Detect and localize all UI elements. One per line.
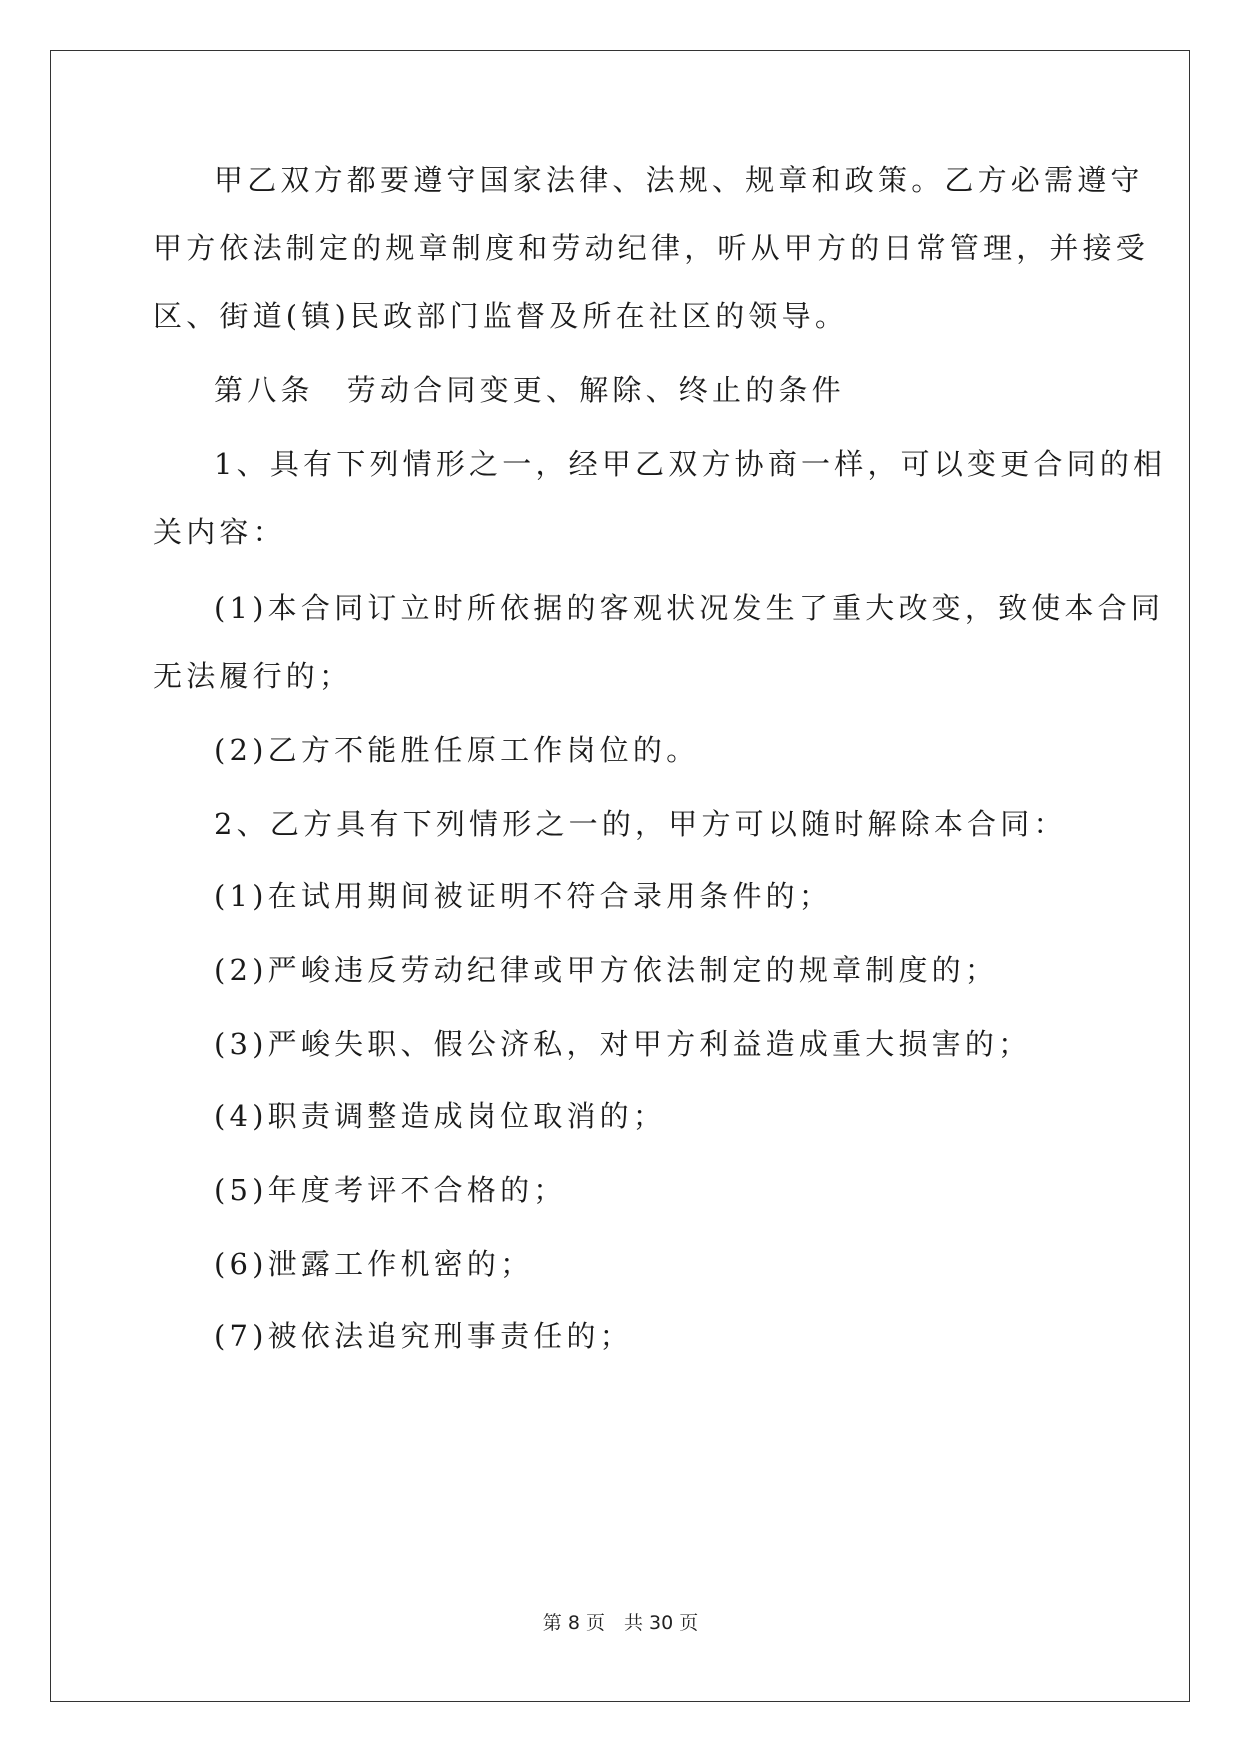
list-item: (2)严峻违反劳动纪律或甲方依法制定的规章制度的； bbox=[214, 953, 999, 987]
list-item: (1)本合同订立时所依据的客观状况发生了重大改变，致使本合同 bbox=[214, 591, 1165, 625]
list-item: (6)泄露工作机密的； bbox=[214, 1247, 534, 1281]
list-item: (4)职责调整造成岗位取消的； bbox=[214, 1099, 667, 1133]
list-item: (2)乙方不能胜任原工作岗位的。 bbox=[214, 733, 700, 767]
list-item: (1)在试用期间被证明不符合录用条件的； bbox=[214, 879, 833, 913]
paragraph-line: 2、乙方具有下列情形之一的，甲方可以随时解除本合同： bbox=[214, 807, 1067, 841]
paragraph-line: 甲方依法制定的规章制度和劳动纪律，听从甲方的日常管理，并接受 bbox=[153, 231, 1150, 265]
article-heading: 第八条 劳动合同变更、解除、终止的条件 bbox=[214, 373, 845, 407]
paragraph-line: 无法履行的； bbox=[153, 659, 353, 693]
paragraph-line: 1、具有下列情形之一，经甲乙双方协商一样，可以变更合同的相 bbox=[214, 447, 1167, 481]
paragraph-line: 关内容： bbox=[153, 515, 286, 549]
list-item: (3)严峻失职、假公济私，对甲方利益造成重大损害的； bbox=[214, 1027, 1032, 1061]
paragraph-line: 区、街道(镇)民政部门监督及所在社区的领导。 bbox=[153, 299, 849, 333]
list-item: (5)年度考评不合格的； bbox=[214, 1173, 567, 1207]
paragraph-line: 甲乙双方都要遵守国家法律、法规、规章和政策。乙方必需遵守 bbox=[214, 163, 1144, 197]
list-item: (7)被依法追究刑事责任的； bbox=[214, 1319, 633, 1353]
page-number-footer: 第 8 页 共 30 页 bbox=[542, 1612, 699, 1634]
